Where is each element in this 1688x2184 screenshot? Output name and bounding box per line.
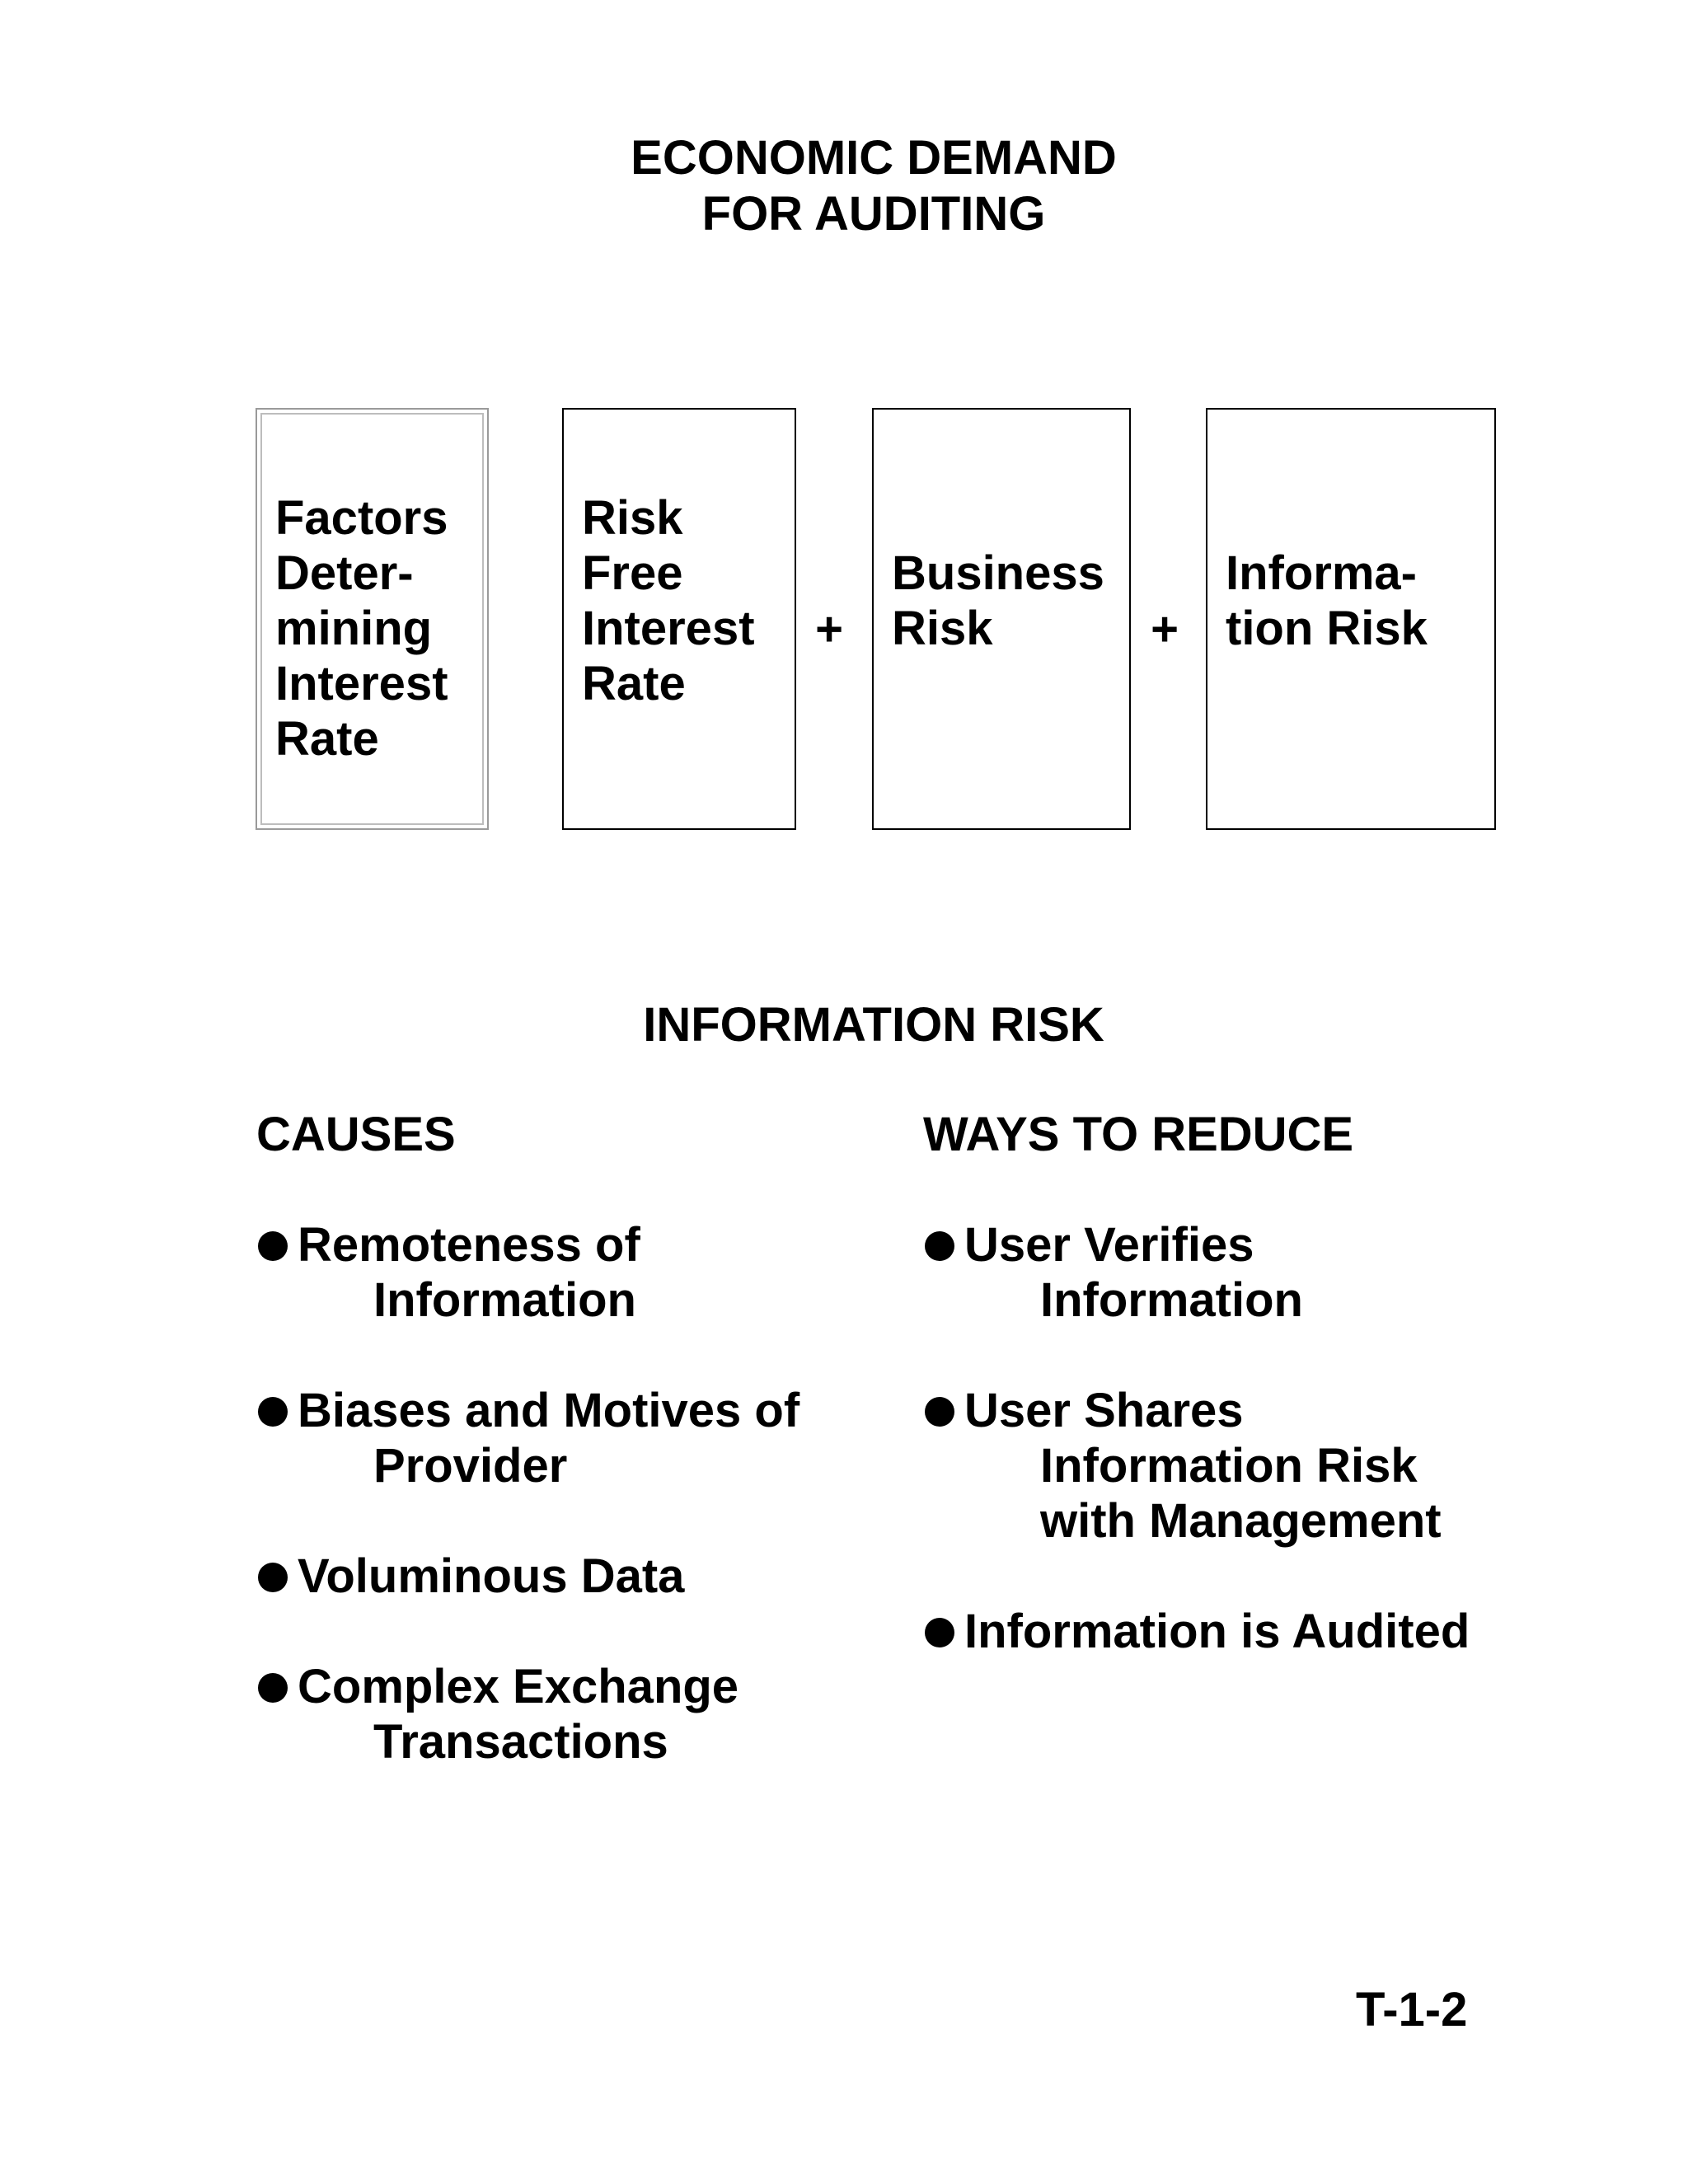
ways-to-reduce-heading: WAYS TO REDUCE [923,1108,1354,1161]
list-item-line-1: Information is Audited [964,1605,1470,1658]
information-risk-box [1206,408,1496,830]
page-title [0,130,1688,242]
bullet-icon [925,1618,954,1647]
causes-list [256,1217,799,1825]
list-item-line-2: Transactions [373,1715,668,1769]
list-item [256,1217,799,1328]
list-item [923,1217,1470,1328]
factors-box-text: Factors Deter- mining Interest Rate [275,491,448,766]
bullet-icon [925,1397,954,1427]
bullet-icon [258,1673,288,1703]
information-risk-text: Informa- tion Risk [1226,546,1428,655]
risk-free-rate-box [562,408,796,830]
list-item-line-1: User Shares [964,1384,1244,1437]
ways-to-reduce-list [923,1217,1470,1714]
list-item-line-1: Remoteness of [298,1218,640,1272]
plus-sign-1: + [815,602,843,656]
list-item-line-2: Information Risk with Management [1040,1439,1442,1548]
page-number: T-1-2 [1356,1983,1468,2036]
list-item-line-1: User Verifies [964,1218,1254,1272]
bullet-icon [925,1231,954,1261]
business-risk-box [872,408,1131,830]
causes-heading: CAUSES [256,1108,456,1161]
list-item-line-1: Biases and Motives of [298,1384,800,1437]
list-item [256,1659,799,1769]
list-item-line-1: Voluminous Data [298,1549,685,1603]
page-title-line-2: FOR AUDITING [701,187,1046,241]
list-item [923,1383,1470,1549]
list-item-line-2: Information [1040,1273,1303,1327]
bullet-icon [258,1397,288,1427]
page-title-line-1: ECONOMIC DEMAND [631,131,1117,185]
information-risk-heading: INFORMATION RISK [643,998,1104,1052]
factors-box [256,408,489,830]
bullet-icon [258,1563,288,1592]
risk-free-rate-text: Risk Free Interest Rate [582,491,755,710]
list-item-line-2: Information [373,1273,636,1327]
list-item [256,1383,799,1493]
list-item [256,1549,799,1604]
list-item-line-1: Complex Exchange [298,1660,739,1713]
list-item [923,1604,1470,1659]
plus-sign-2: + [1151,602,1179,656]
business-risk-text: Business Risk [892,546,1104,655]
bullet-icon [258,1231,288,1261]
list-item-line-2: Provider [373,1439,568,1493]
